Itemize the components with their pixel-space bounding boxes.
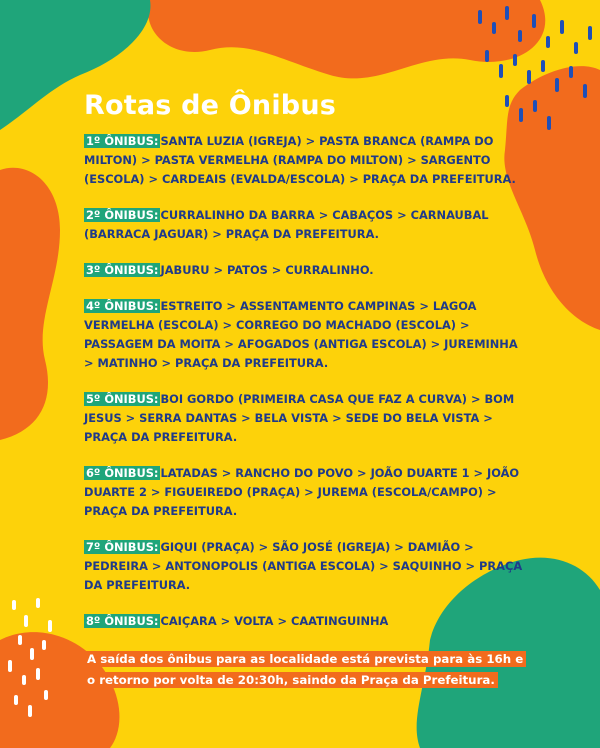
route-item: [84, 464, 524, 521]
route-item: [84, 538, 524, 595]
bus-label: 7º ÔNIBUS:: [86, 540, 159, 554]
route-item: [84, 206, 524, 244]
route-path: JABURU > PATOS > CURRALINHO.: [160, 263, 374, 277]
bus-label: 3º ÔNIBUS:: [86, 263, 159, 277]
content: [84, 90, 524, 690]
bus-label: 1º ÔNIBUS:: [86, 134, 159, 148]
route-item: [84, 132, 524, 189]
route-item: [84, 390, 524, 447]
bus-label: 6º ÔNIBUS:: [86, 466, 159, 480]
route-item: [84, 297, 524, 373]
route-path: BOI GORDO (PRIMEIRA CASA QUE FAZ A CURVA) > BOM JESUS > SERRA DANTAS > BELA VISTA > SEDE DO BELA VISTA > PRAÇA DA PREFEITURA.: [84, 392, 515, 444]
route-path: CURRALINHO DA BARRA > CABAÇOS > CARNAUBAL (BARRACA JAGUAR) > PRAÇA DA PREFEITURA.: [84, 208, 489, 241]
route-path: ESTREITO > ASSENTAMENTO CAMPINAS > LAGOA VERMELHA (ESCOLA) > CORREGO DO MACHADO (ESCOLA) > PASSAGEM DA MOITA > AFOGADOS (ANTIGA ESCOLA) > JUREMINHA > MATINHO > PRAÇA DA PREFEITURA.: [84, 299, 518, 370]
route-path: GIQUI (PRAÇA) > SÃO JOSÉ (IGREJA) > DAMIÃO > PEDREIRA > ANTONOPOLIS (ANTIGA ESCOLA) > SAQUINHO > PRAÇA DA PREFEITURA.: [84, 540, 523, 592]
route-path: SANTA LUZIA (IGREJA) > PASTA BRANCA (RAMPA DO MILTON) > PASTA VERMELHA (RAMPA DO MILTON) > SARGENTO (ESCOLA) > CARDEAIS (EVALDA/ESCOLA) > PRAÇA DA PREFEITURA.: [84, 134, 516, 186]
departure-note: [84, 648, 524, 690]
orange-blob-left: [0, 168, 60, 440]
bus-label: 2º ÔNIBUS:: [86, 208, 159, 222]
bus-label: 8º ÔNIBUS:: [86, 614, 159, 628]
bus-label: 4º ÔNIBUS:: [86, 299, 159, 313]
route-path: LATADAS > RANCHO DO POVO > JOÃO DUARTE 1 > JOÃO DUARTE 2 > FIGUEIREDO (PRAÇA) > JUREMA (ESCOLA/CAMPO) > PRAÇA DA PREFEITURA.: [84, 466, 520, 518]
route-item: [84, 612, 524, 631]
departure-note-text: A saída dos ônibus para as localidade está prevista para às 16h e o retorno por volta de 20:30h, saindo da Praça da Prefeitura.: [84, 651, 526, 688]
route-path: CAIÇARA > VOLTA > CAATINGUINHA: [160, 614, 389, 628]
orange-blob-top: [148, 0, 545, 78]
route-item: [84, 261, 524, 280]
bus-label: 5º ÔNIBUS:: [86, 392, 159, 406]
page-title: Rotas de Ônibus: [84, 90, 337, 121]
